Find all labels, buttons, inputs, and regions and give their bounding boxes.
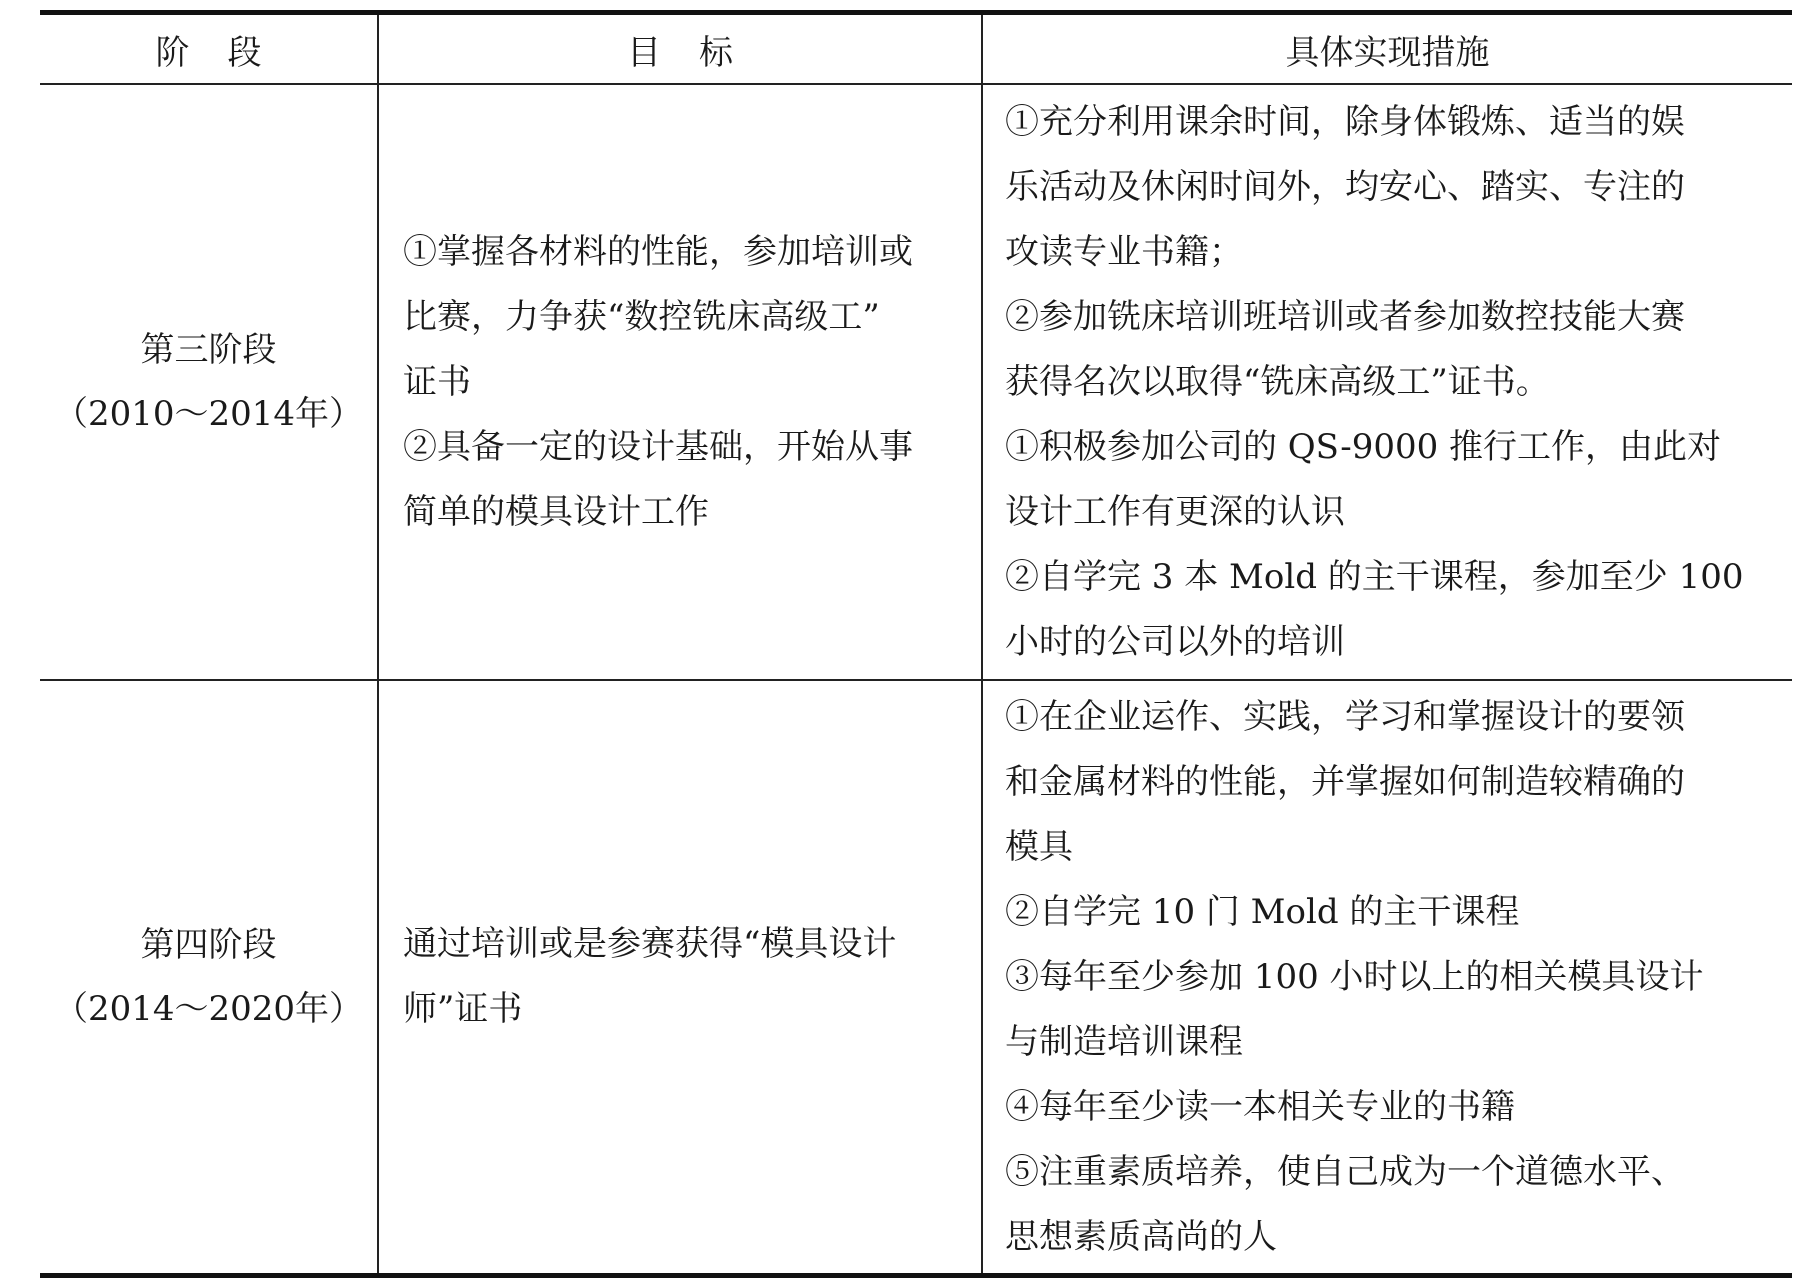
goal-cell xyxy=(378,680,982,1276)
stage-name: 第三阶段 xyxy=(140,330,277,370)
stage-period: （2014～2020年） xyxy=(53,989,364,1029)
measure-cell xyxy=(982,84,1792,680)
header-goal: 目标 xyxy=(378,13,982,85)
stage-period: （2010～2014年） xyxy=(53,394,364,434)
measure-line: ④每年至少读一本相关专业的书籍 xyxy=(1005,1086,1515,1127)
measure-cell xyxy=(982,680,1792,1276)
measure-line: 攻读专业书籍； xyxy=(1005,231,1243,272)
measure-line: ②自学完 3 本 Mold 的主干课程，参加至少 100 xyxy=(1005,556,1744,597)
measure-line: ②自学完 10 门 Mold 的主干课程 xyxy=(1005,891,1520,932)
goal-line: ②具备一定的设计基础，开始从事 xyxy=(403,426,913,467)
measure-line: ①在企业运作、实践，学习和掌握设计的要领 xyxy=(1005,696,1685,737)
goal-line: 简单的模具设计工作 xyxy=(403,491,709,532)
measure-line: 乐活动及休闲时间外，均安心、踏实、专注的 xyxy=(1005,166,1685,207)
career-plan-table xyxy=(40,10,1792,1278)
stage-cell xyxy=(40,680,378,1276)
goal-line: ①掌握各材料的性能，参加培训或 xyxy=(403,231,913,272)
measure-line: 模具 xyxy=(1005,826,1073,867)
measure-line: 思想素质高尚的人 xyxy=(1005,1216,1277,1257)
measure-line: 与制造培训课程 xyxy=(1005,1021,1243,1062)
measure-line: 和金属材料的性能，并掌握如何制造较精确的 xyxy=(1005,761,1685,802)
goal-line: 证书 xyxy=(403,361,471,402)
measure-line: ⑤注重素质培养，使自己成为一个道德水平、 xyxy=(1005,1151,1685,1192)
measure-line: ③每年至少参加 100 小时以上的相关模具设计 xyxy=(1005,956,1704,997)
header-stage: 阶段 xyxy=(40,13,378,85)
goal-line: 比赛，力争获“数控铣床高级工” xyxy=(403,296,880,337)
stage-name: 第四阶段 xyxy=(140,925,277,965)
goal-cell xyxy=(378,84,982,680)
measure-line: ②参加铣床培训班培训或者参加数控技能大赛 xyxy=(1005,296,1685,337)
measure-line: ①充分利用课余时间，除身体锻炼、适当的娱 xyxy=(1005,101,1685,142)
header-row xyxy=(40,13,1792,85)
table-row-stage-3 xyxy=(40,84,1792,680)
table-row-stage-4 xyxy=(40,680,1792,1276)
measure-line: 设计工作有更深的认识 xyxy=(1005,491,1345,532)
measure-line: 获得名次以取得“铣床高级工”证书。 xyxy=(1005,361,1550,402)
measure-line: 小时的公司以外的培训 xyxy=(1005,621,1345,662)
goal-line: 师”证书 xyxy=(403,989,523,1029)
goal-line: 通过培训或是参赛获得“模具设计 xyxy=(403,924,897,964)
header-measures: 具体实现措施 xyxy=(982,13,1792,85)
measure-line: ①积极参加公司的 QS-9000 推行工作，由此对 xyxy=(1005,426,1722,467)
stage-cell xyxy=(40,84,378,680)
